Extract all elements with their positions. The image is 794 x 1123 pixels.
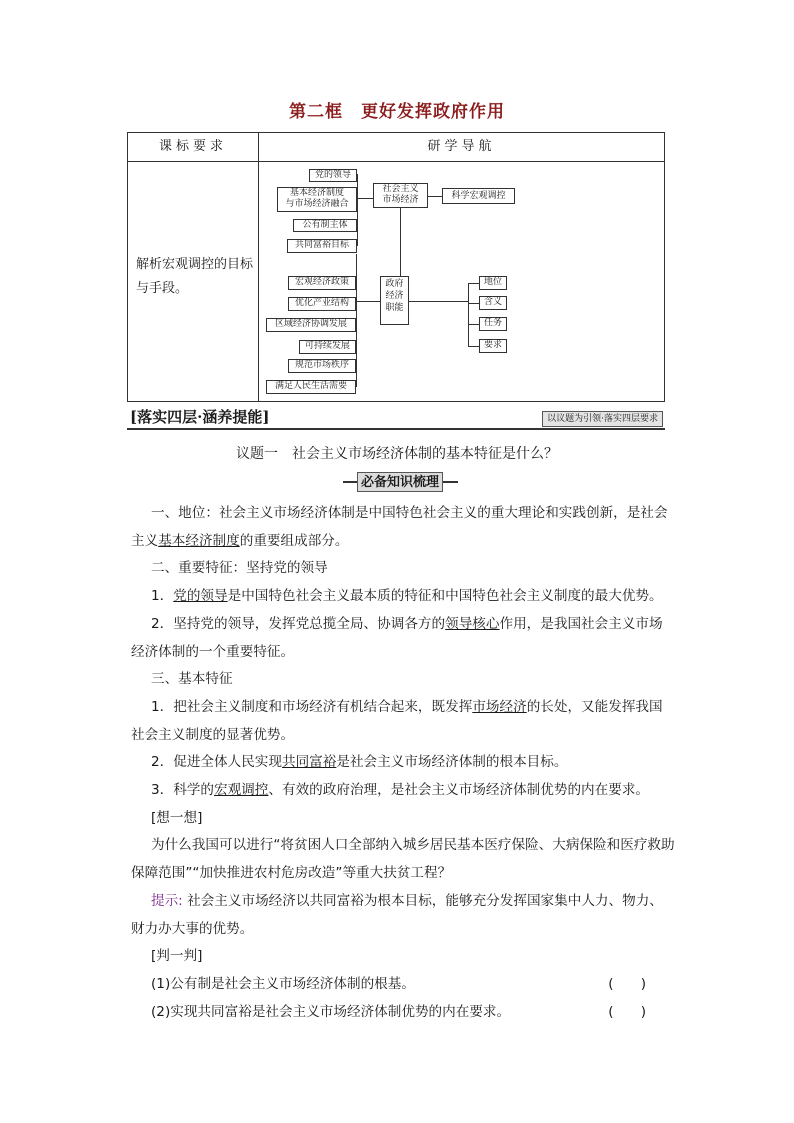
- text: 是中国特色社会主义最本质的特征和中国特色社会主义制度的最大优势。: [227, 588, 663, 605]
- judge-statement: (1)公有制是社会主义市场经济体制的根基。: [151, 975, 415, 992]
- connector-line: [468, 303, 479, 304]
- paragraph-feature-1: [131, 583, 676, 611]
- paragraph-status: [131, 500, 676, 555]
- divider: [343, 481, 357, 483]
- hint-text: 社会主义市场经济以共同富裕为根本目标，能够充分发挥国家集中人力、物力、财力办大事的优势。: [131, 892, 663, 937]
- hint-paragraph: [131, 888, 676, 943]
- paragraph-basic-1: [131, 694, 676, 749]
- outline-table: [127, 132, 665, 402]
- box-status: 地位: [479, 276, 507, 290]
- judge-statement: (2)实现共同富裕是社会主义市场经济体制优势的内在要求。: [151, 1003, 511, 1020]
- hint-label: 提示:: [151, 892, 183, 909]
- connector-line: [468, 283, 479, 284]
- requirement-header: 课标要求: [158, 139, 227, 154]
- section-banner: [127, 406, 665, 430]
- page-title: 第二框 更好发挥政府作用: [289, 102, 505, 122]
- text: 1．把社会主义制度和市场经济有机结合起来，既发挥: [151, 698, 473, 715]
- concept-diagram: [259, 162, 664, 401]
- text: 作用，是我国社会主义市场经济体制的一个重要特征。: [131, 615, 663, 660]
- connector-line: [357, 198, 373, 199]
- box-requirement: 要求: [479, 339, 507, 353]
- divider: [443, 481, 458, 483]
- connector-line: [357, 174, 358, 246]
- box-socialist-market-economy: 社会主义 市场经济: [373, 183, 428, 208]
- judge-item-1: [131, 971, 676, 999]
- text: 的重要组成部分。: [239, 532, 349, 549]
- banner-subtitle: 以议题为引领·落实四层要求: [542, 411, 663, 427]
- box-public-ownership: 公有制主体: [293, 219, 357, 232]
- box-meaning: 含义: [479, 296, 507, 310]
- text: 是社会主义市场经济体制的根本目标。: [336, 754, 568, 771]
- connector-line: [468, 283, 469, 347]
- paragraph-basic-3: [131, 777, 676, 805]
- box-government-economic-functions: 政府 经济 职能: [380, 276, 409, 325]
- think-question: 为什么我国可以进行“将贫困人口全部纳入城乡居民基本医疗保险、大病保险和医疗救助保障范围”“加快推进农村危房改造”等重大扶贫工程？: [131, 837, 675, 882]
- underlined-term: 领导核心: [445, 615, 500, 632]
- heading-feature: 二、重要特征：坚持党的领导: [151, 560, 328, 577]
- connector-line: [468, 324, 479, 325]
- connector-line: [409, 301, 468, 302]
- box-market-order: 规范市场秩序: [288, 359, 356, 373]
- box-people-needs: 满足人民生活需要: [266, 380, 356, 394]
- text: 3．科学的: [151, 782, 215, 799]
- box-sustainable-development: 可持续发展: [299, 340, 356, 354]
- paragraph-basic-2: [131, 749, 676, 777]
- box-macro-control: 科学宏观调控: [442, 188, 515, 204]
- navigation-header: 研学导航: [427, 139, 496, 154]
- table-header-row: [128, 133, 664, 162]
- topic-question: 议题一 社会主义市场经济体制的基本特征是什么？: [236, 446, 558, 462]
- text: 的长处，又能发挥我国社会主义制度的显著优势。: [131, 698, 663, 743]
- underlined-term: 基本经济制度: [158, 532, 240, 549]
- list-number: 1．: [151, 588, 174, 605]
- text: 2．促进全体人民实现: [151, 754, 282, 771]
- box-basic-economic-system: 基本经济制度 与市场经济融合: [277, 187, 357, 212]
- underlined-term: 宏观调控: [214, 782, 269, 799]
- box-regional-development: 区域经济协调发展: [266, 318, 356, 332]
- text: 、有效的政府治理，是社会主义市场经济体制优势的内在要求。: [268, 782, 650, 799]
- answer-blank[interactable]: ( ): [608, 1003, 646, 1020]
- paragraph-feature-2: [131, 611, 676, 666]
- connector-line: [400, 208, 401, 276]
- think-label: [想一想]: [151, 809, 203, 826]
- underlined-term: 党的领导: [173, 588, 228, 605]
- box-industrial-structure: 优化产业结构: [288, 297, 356, 311]
- judge-label: [判一判]: [151, 948, 203, 965]
- content-body: [131, 500, 676, 1026]
- connector-line: [468, 346, 479, 347]
- requirement-text: 解析宏观调控的目标与手段。: [136, 257, 254, 296]
- underlined-term: 市场经济: [472, 698, 527, 715]
- connector-line: [356, 254, 357, 387]
- text: 一、地位：社会主义市场经济体制是中国特色社会主义的重大理论和实践创新，是社会主义: [131, 505, 668, 549]
- knowledge-header: [343, 472, 458, 492]
- connector-line: [356, 301, 380, 302]
- underlined-term: 共同富裕: [282, 754, 337, 771]
- box-common-prosperity: 共同富裕目标: [287, 239, 357, 253]
- box-task: 任务: [479, 317, 507, 331]
- heading-basic-features: 三、基本特征: [151, 671, 233, 688]
- answer-blank[interactable]: ( ): [608, 975, 646, 992]
- box-macro-policy: 宏观经济政策: [288, 276, 356, 290]
- banner-title: [落实四层·涵养提能]: [130, 408, 270, 426]
- text: 2．坚持党的领导，发挥党总揽全局、协调各方的: [151, 615, 446, 632]
- knowledge-label: 必备知识梳理: [357, 472, 443, 492]
- judge-item-2: [131, 999, 676, 1027]
- box-party-leadership: 党的领导: [309, 169, 357, 182]
- connector-line: [428, 196, 442, 197]
